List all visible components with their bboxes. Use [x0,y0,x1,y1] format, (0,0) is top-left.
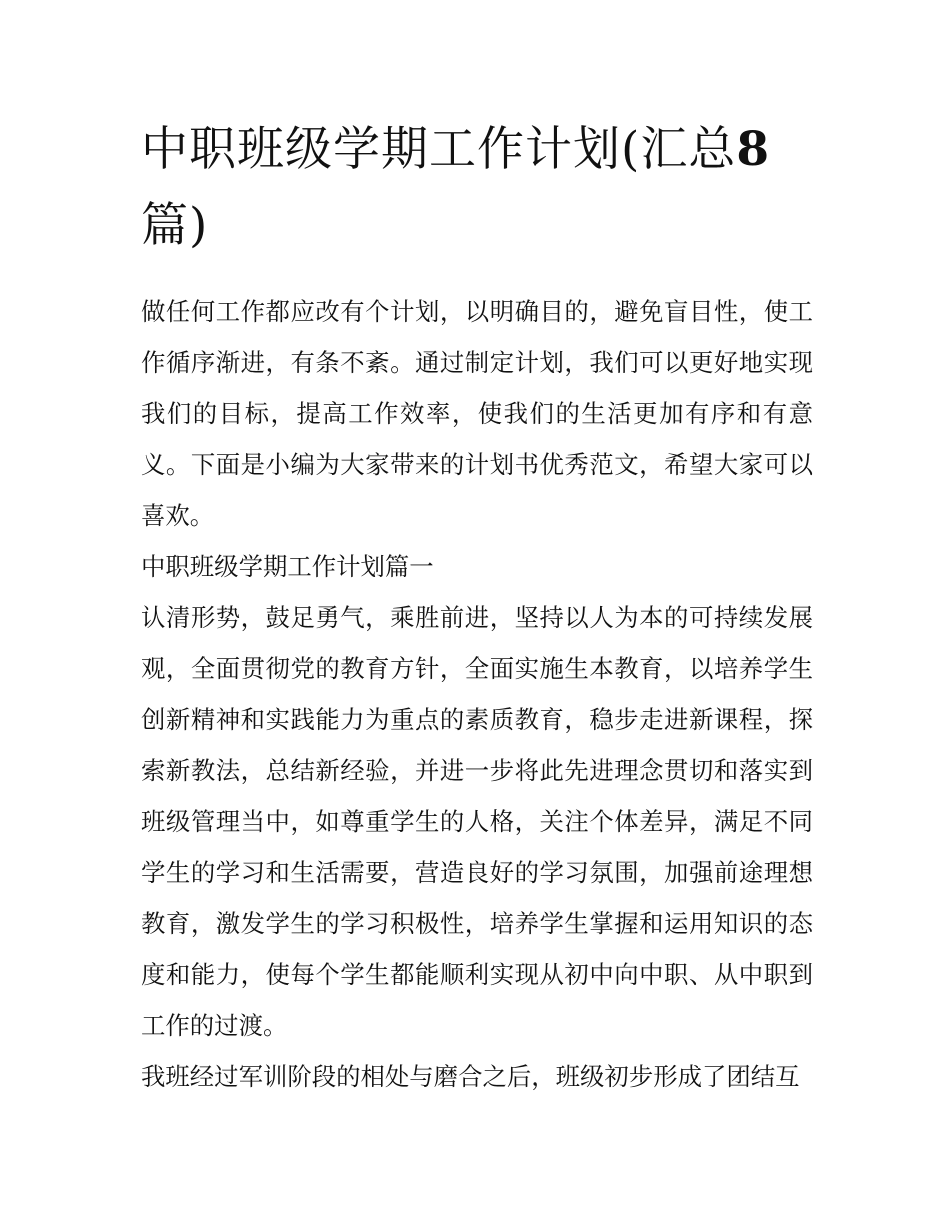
document-body [141,112,813,1102]
title-suffix: 篇) [141,198,209,253]
body-paragraph-1: 认清形势，鼓足勇气，乘胜前进，坚持以人为本的可持续发展观，全面贯彻党的教育方针，全面实施生本教育，以培养学生创新精神和实践能力为重点的素质教育，稳步走进新课程，探索新教法，总结新经验，并进一步将此先进理念贯切和落实到班级管理当中，如尊重学生的人格，关注个体差异，满足不同学生的学习和生活需要，营造良好的学习氛围，加强前途理想教育，激发学生的学习积极性，培养学生掌握和运用知识的态度和能力，使每个学生都能顺利实现从初中向中职、从中职到工作的过渡。 [141,603,813,1040]
title-text: 中职班级学期工作计划(汇总 [141,122,737,177]
intro-paragraph: 做任何工作都应改有个计划，以明确目的，避免盲目性，使工作循序渐进，有条不紊。通过制定计划，我们可以更好地实现我们的目标，提高工作效率，使我们的生活更加有序和有意义。下面是小编为大家带来的计划书优秀范文，希望大家可以喜欢。 [141,297,813,530]
document-title [141,112,813,264]
title-number: 8 [736,122,771,177]
body-paragraph-2: 我班经过军训阶段的相处与磨合之后，班级初步形成了团结互 [141,1062,800,1091]
section-heading: 中职班级学期工作计划篇一 [141,552,434,581]
